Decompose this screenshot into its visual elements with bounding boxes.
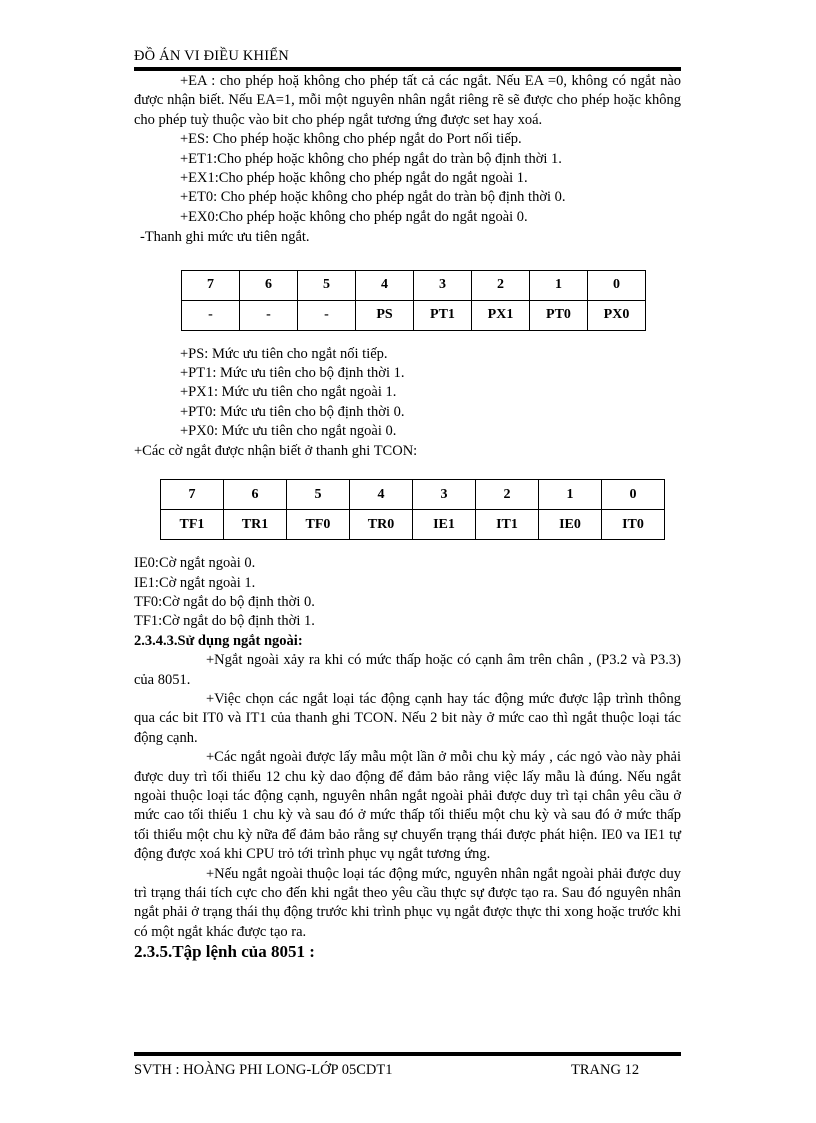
tcon-bit-cell: 2 bbox=[476, 480, 539, 510]
ex0-line: +EX0:Cho phép hoặc không cho phép ngắt do ngắt ngoài 0. bbox=[180, 208, 528, 225]
ie1-flag-line: IE1:Cờ ngắt ngoài 1. bbox=[134, 574, 256, 591]
px1-line: +PX1: Mức ưu tiên cho ngắt ngoài 1. bbox=[180, 384, 397, 401]
ip-bit-cell: 4 bbox=[356, 270, 414, 300]
ip-name-cell: PS bbox=[356, 300, 414, 330]
footer-rule bbox=[134, 1052, 681, 1056]
ea-paragraph: +EA : cho phép hoặ không cho phép tất cả các ngắt. Nếu EA =0, không có ngắt nào được nhận biết. Nếu EA=1, mỗi một nguyên nhân ngắt riêng rẽ sẽ được cho phép hoặc không cho phép tuỳ thuộc vào bit cho phép ngắt tương ứng được set hay xoá. bbox=[134, 73, 681, 128]
pt1-line: +PT1: Mức ưu tiên cho bộ định thời 1. bbox=[180, 365, 405, 382]
ip-bit-cell: 2 bbox=[472, 270, 530, 300]
ip-name-cell: PT0 bbox=[530, 300, 588, 330]
tcon-name-cell: IE1 bbox=[413, 510, 476, 540]
tcon-bit-cell: 1 bbox=[539, 480, 602, 510]
page-content bbox=[134, 72, 681, 962]
tcon-name-row bbox=[161, 510, 665, 540]
pt0-line: +PT0: Mức ưu tiên cho bộ định thời 0. bbox=[180, 403, 405, 420]
ip-bit-cell: 5 bbox=[298, 270, 356, 300]
et0-line: +ET0: Cho phép hoặc không cho phép ngắt do tràn bộ định thời 0. bbox=[180, 189, 566, 206]
tcon-name-cell: IT0 bbox=[602, 510, 665, 540]
header-rule bbox=[134, 67, 681, 71]
ip-name-row bbox=[182, 300, 646, 330]
ip-name-cell: - bbox=[182, 300, 240, 330]
section-2343-paragraph-2: +Việc chọn các ngắt loại tác động cạnh hay tác động mức được lập trình thông qua các bit IT0 và IT1 của thanh ghi TCON. Nếu 2 bit này ở mức cao thì ngắt thuộc loại tác động cạnh. bbox=[134, 690, 681, 746]
tcon-bit-cell: 3 bbox=[413, 480, 476, 510]
footer-student: SVTH : HOÀNG PHI LONG-LỚP 05CDT1 bbox=[134, 1062, 393, 1078]
ip-name-cell: - bbox=[240, 300, 298, 330]
ip-bit-row bbox=[182, 270, 646, 300]
tcon-register-table bbox=[160, 479, 665, 540]
tcon-name-cell: IE0 bbox=[539, 510, 602, 540]
page-header-title: ĐỒ ÁN VI ĐIỀU KHIỂN bbox=[134, 48, 289, 64]
tcon-name-cell: TR0 bbox=[350, 510, 413, 540]
ip-bit-cell: 7 bbox=[182, 270, 240, 300]
tcon-bit-cell: 7 bbox=[161, 480, 224, 510]
ex1-line: +EX1:Cho phép hoặc không cho phép ngắt do ngắt ngoài 1. bbox=[180, 170, 528, 187]
tcon-bit-cell: 4 bbox=[350, 480, 413, 510]
tf0-flag-line: TF0:Cờ ngắt do bộ định thời 0. bbox=[134, 593, 315, 610]
tcon-name-cell: IT1 bbox=[476, 510, 539, 540]
ip-name-cell: PX1 bbox=[472, 300, 530, 330]
tcon-name-cell: TR1 bbox=[224, 510, 287, 540]
tcon-name-cell: TF1 bbox=[161, 510, 224, 540]
tcon-name-cell: TF0 bbox=[287, 510, 350, 540]
ip-register-title: -Thanh ghi mức ưu tiên ngắt. bbox=[140, 229, 310, 246]
ip-bit-cell: 3 bbox=[414, 270, 472, 300]
et1-line: +ET1:Cho phép hoặc không cho phép ngắt do tràn bộ định thời 1. bbox=[180, 150, 562, 167]
ps-line: +PS: Mức ưu tiên cho ngắt nối tiếp. bbox=[180, 345, 388, 362]
footer-page-number: TRANG 12 bbox=[571, 1062, 640, 1078]
tf1-flag-line: TF1:Cờ ngắt do bộ định thời 1. bbox=[134, 613, 315, 630]
ip-name-cell: PT1 bbox=[414, 300, 472, 330]
section-2343-paragraph-1: +Ngắt ngoài xảy ra khi có mức thấp hoặc có cạnh âm trên chân , (P3.2 và P3.3) của 8051. bbox=[134, 652, 681, 688]
tcon-bit-cell: 5 bbox=[287, 480, 350, 510]
section-2343-paragraph-4: +Nếu ngắt ngoài thuộc loại tác động mức, nguyên nhân ngắt ngoài phải được duy trì trạng thái tích cực cho đến khi ngắt theo yêu cầu thực sự được tạo ra. Sau đó nguyên nhân ngắt phải ở trạng thái thụ động trước khi trình phục vụ ngắt được thực thi xong hoặc trước khi có một ngắt khác được tạo ra. bbox=[134, 865, 681, 940]
px0-line: +PX0: Mức ưu tiên cho ngắt ngoài 0. bbox=[180, 423, 397, 440]
ip-bit-cell: 0 bbox=[588, 270, 646, 300]
ip-name-cell: - bbox=[298, 300, 356, 330]
ip-bit-cell: 1 bbox=[530, 270, 588, 300]
es-line: +ES: Cho phép hoặc không cho phép ngắt do Port nối tiếp. bbox=[180, 131, 522, 148]
ip-bit-cell: 6 bbox=[240, 270, 298, 300]
tcon-title: +Các cờ ngắt được nhận biết ở thanh ghi TCON: bbox=[134, 442, 418, 459]
section-2343-heading: 2.3.4.3.Sử dụng ngắt ngoài: bbox=[134, 632, 303, 649]
tcon-bit-cell: 0 bbox=[602, 480, 665, 510]
tcon-bit-cell: 6 bbox=[224, 480, 287, 510]
tcon-bit-row bbox=[161, 480, 665, 510]
section-2343-paragraph-3: +Các ngắt ngoài được lấy mẫu một lần ở mỗi chu kỳ máy , các ngỏ vào này phải được duy trì tối thiểu 12 chu kỳ dao động để đảm bảo rằng việc lấy mẫu là đúng. Nếu ngắt ngoài thuộc loại tác động cạnh, nguyên nhân ngắt ngoài phải được duy trì tại chân yêu cầu ở mức cao tối thiểu 1 chu kỳ và sau đó ở mức thấp tối thiểu một chu kỳ và sau đó ở mức thấp tối thiểu một chu kỳ nữa để đảm bảo rằng sự chuyển trạng thái được phát hiện. IE0 va IE1 tự động được xoá khi CPU trỏ tới trình phục vụ ngắt tương ứng. bbox=[134, 749, 681, 863]
ip-name-cell: PX0 bbox=[588, 300, 646, 330]
section-235-heading: 2.3.5.Tập lệnh của 8051 : bbox=[134, 942, 315, 962]
ie0-flag-line: IE0:Cờ ngắt ngoài 0. bbox=[134, 555, 256, 572]
ip-register-table bbox=[181, 270, 646, 331]
